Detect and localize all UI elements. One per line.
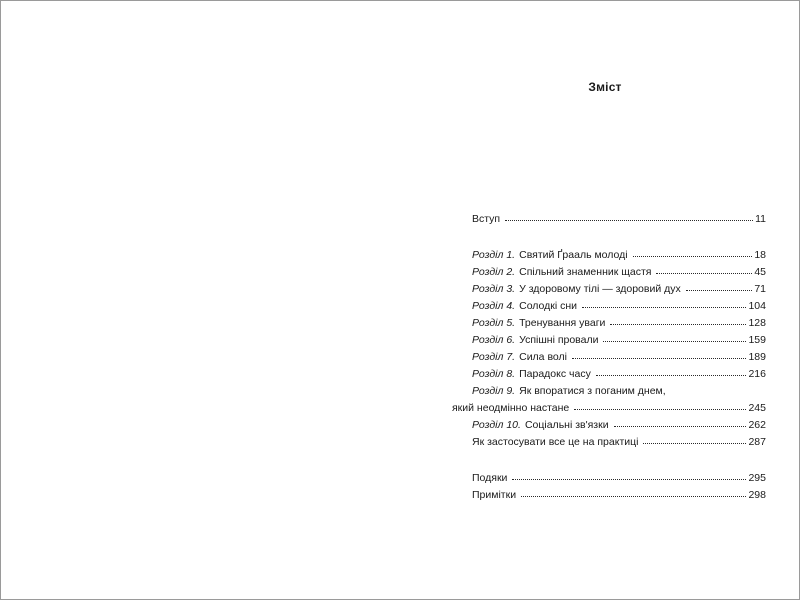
toc-entry-page: 159 [748,334,766,346]
dot-leader [686,282,753,291]
toc-entry-page: 71 [754,283,766,295]
toc-entry-page: 262 [748,419,766,431]
toc-entry-text: Сила волі [519,351,567,363]
toc-entry-text: Подяки [472,472,508,484]
toc-entry-chapter-9 [440,384,766,398]
dot-leader [633,248,753,257]
dot-leader [643,435,746,444]
toc-entry-page: 189 [748,351,766,363]
dot-leader [574,401,746,410]
dot-leader [512,471,746,480]
toc-entry-prefix: Розділ 5. [472,317,516,329]
toc-entry-text: У здоровому тілі — здоровий дух [519,283,681,295]
toc-entry-text: Як застосувати все це на практиці [472,436,639,448]
dot-leader [521,488,746,497]
toc-entry-page: 298 [748,489,766,501]
toc-entry-page: 18 [754,249,766,261]
toc-entry-prefix: Розділ 10. [472,419,521,431]
toc-entry-text: Соціальні зв'язки [524,419,609,431]
toc-entry-chapter-4 [440,299,766,313]
toc-entry-page: 104 [748,300,766,312]
toc-entry-intro [440,212,766,226]
dot-leader [505,212,753,221]
toc-entry-prefix: Розділ 1. [472,249,516,261]
toc-entry-prefix: Розділ 7. [472,351,516,363]
dot-leader [603,333,746,342]
toc-entry-text: Спільний знаменник щастя [519,266,652,278]
toc-entry-chapter-2 [440,265,766,279]
page-title: Зміст [588,80,622,94]
dot-leader [596,367,747,376]
toc-entry-chapter-9-continued [440,401,766,415]
toc-entry-page: 216 [748,368,766,380]
toc-entry-text: Тренування уваги [519,317,606,329]
toc-entry-page: 295 [748,472,766,484]
toc-entry-chapter-7 [440,350,766,364]
toc-entry-prefix: Розділ 8. [472,368,516,380]
toc-entry-chapter-3 [440,282,766,296]
toc-entry-chapter-10 [440,418,766,432]
dot-leader [572,350,746,359]
toc-entry-prefix: Розділ 2. [472,266,516,278]
dot-leader [582,299,746,308]
toc-entry-prefix: Розділ 6. [472,334,516,346]
toc-entry-page: 287 [748,436,766,448]
toc-entry-page: 11 [755,213,766,225]
dot-leader [614,418,747,427]
toc-entry-prefix: Розділ 4. [472,300,516,312]
toc-entry-text: який неодмінно настане [452,402,570,414]
toc-entry-text: Вступ [472,213,501,225]
toc-entry-chapter-6 [440,333,766,347]
dot-leader [656,265,752,274]
toc-entry-chapter-8 [440,367,766,381]
dot-leader [610,316,746,325]
toc-entry-chapter-5 [440,316,766,330]
toc-entry-page: 45 [754,266,766,278]
toc-entry-notes [440,488,766,502]
toc-entry-text: Примітки [472,489,517,501]
toc-entry-text: Солодкі сни [519,300,578,312]
toc-entry-prefix: Розділ 3. [472,283,516,295]
toc-entry-page: 245 [748,402,766,414]
toc-entry-text: Святий Ґрааль молоді [519,249,628,261]
toc-entry-text: Парадокс часу [519,368,591,380]
toc-entry-page: 128 [748,317,766,329]
toc-entry-text: Як впоратися з поганим днем, [519,385,666,397]
toc-entry-text: Успішні провали [519,334,599,346]
toc-entry-practice [440,435,766,449]
toc-entry-prefix: Розділ 9. [472,385,516,397]
toc-entry-acknowledgements [440,471,766,485]
toc-entry-chapter-1 [440,248,766,262]
